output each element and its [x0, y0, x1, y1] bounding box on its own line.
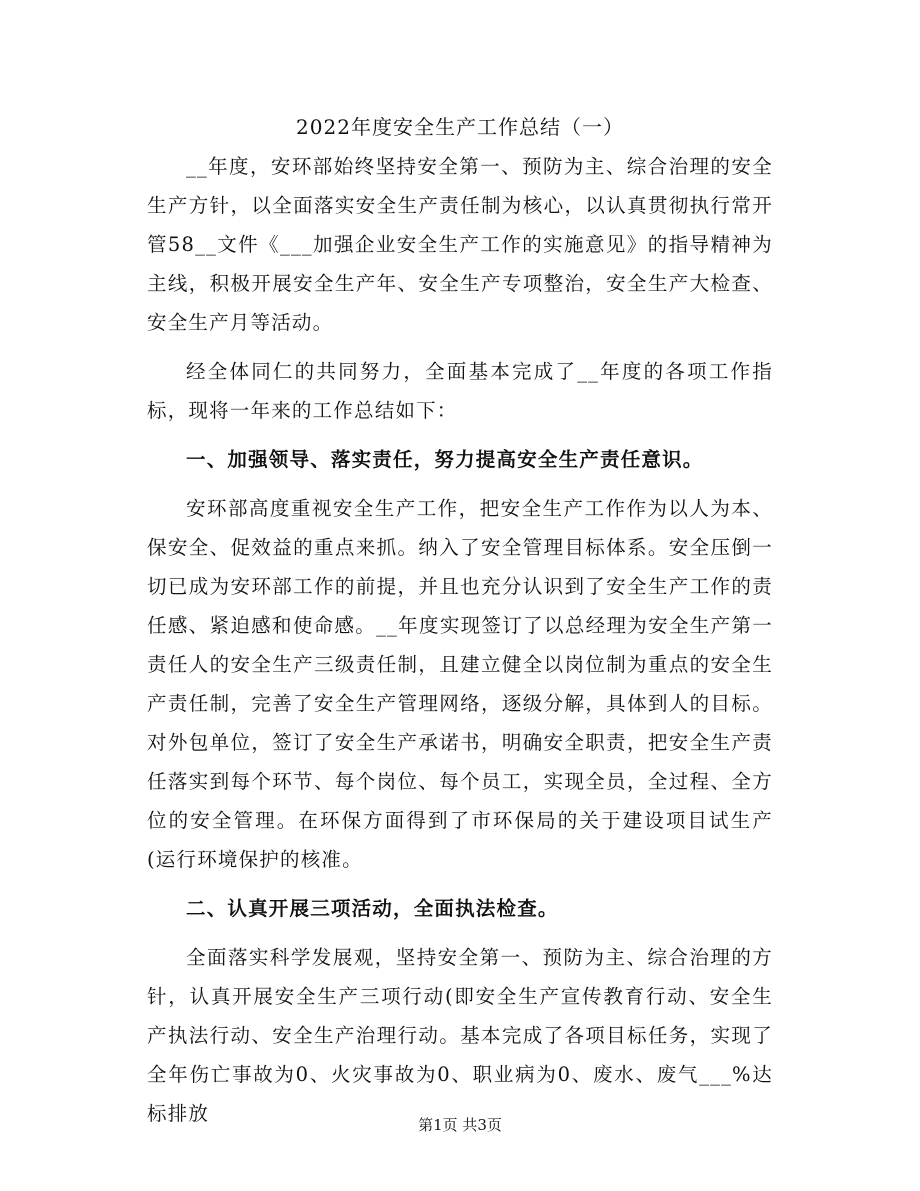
document-body — [147, 147, 773, 1143]
paragraph-summary: 经全体同仁的共同努力，全面基本完成了__年度的各项工作指标，现将一年来的工作总结如下： — [147, 360, 773, 422]
page-footer: 第1页 共3页 — [418, 1116, 502, 1134]
paragraph-section-2: 全面落实科学发展观，坚持安全第一、预防为主、综合治理的方针，认真开展安全生产三项行动(即安全生产宣传教育行动、安全生产执法行动、安全生产治理行动。基本完成了各项目标任务，实现了全年伤亡事故为0、火灾事故为0、职业病为0、废水、废气___%达标排放 — [147, 946, 773, 1125]
section-heading-2: 二、认真开展三项活动，全面执法检查。 — [186, 897, 559, 920]
paragraph-intro: __年度，安环部始终坚持安全第一、预防为主、综合治理的安全生产方针，以全面落实安全生产责任制为核心，以认真贯彻执行常开管58__文件《___加强企业安全生产工作的实施意见》的指导精神为主线，积极开展安全生产年、安全生产专项整治，安全生产大检查、安全生产月等活动。 — [147, 155, 773, 334]
document-title: 2022年度安全生产工作总结（一） — [296, 115, 624, 139]
paragraph-section-1: 安环部高度重视安全生产工作，把安全生产工作作为以人为本、保安全、促效益的重点来抓。纳入了安全管理目标体系。安全压倒一切已成为安环部工作的前提，并且也充分认识到了安全生产工作的责任感、紧迫感和使命感。__年度实现签订了以总经理为安全生产第一责任人的安全生产三级责任制，且建立健全以岗位制为重点的安全生产责任制，完善了安全生产管理网络，逐级分解，具体到人的目标。对外包单位，签订了安全生产承诺书，明确安全职责，把安全生产责任落实到每个环节、每个岗位、每个员工，实现全员，全过程、全方位的安全管理。在环保方面得到了市环保局的关于建设项目试生产(运行环境保护的核准。 — [147, 497, 773, 871]
section-heading-1: 一、加强领导、落实责任，努力提高安全生产责任意识。 — [186, 448, 704, 471]
